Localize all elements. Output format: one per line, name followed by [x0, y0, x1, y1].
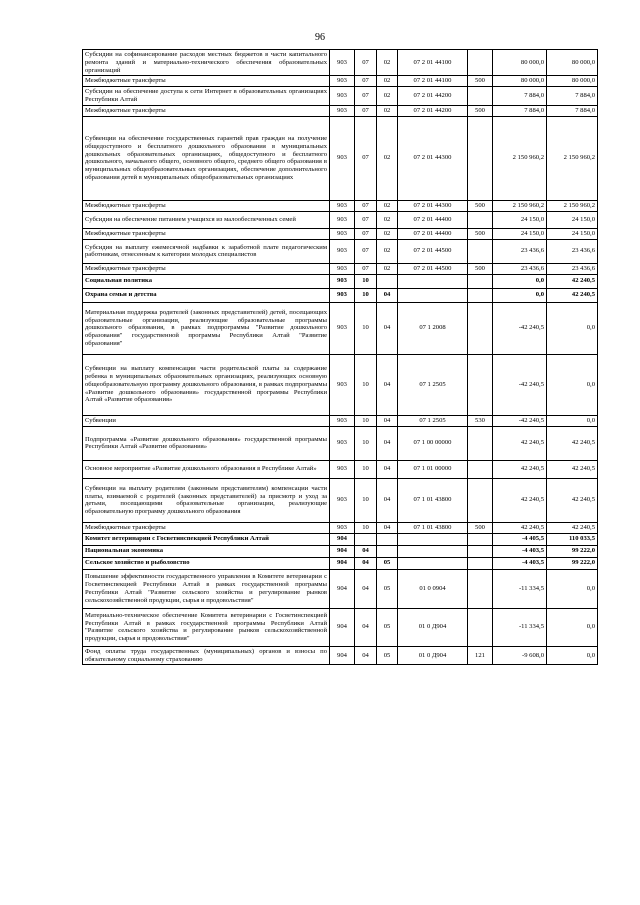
row-podrazdel: 04: [377, 415, 398, 426]
row-target-article: 07 1 2505: [398, 415, 468, 426]
row-razdel: 07: [355, 116, 377, 200]
row-podrazdel: [377, 533, 398, 545]
row-razdel: 07: [355, 263, 377, 274]
row-name: Субсидии на обеспечение доступа к сети Интернет в образовательных организациях Республики Алтай: [83, 87, 330, 106]
row-vedomstvo: 903: [330, 239, 355, 263]
row-expense-type: [468, 608, 493, 646]
row-vedomstvo: 903: [330, 228, 355, 239]
table-row: [83, 545, 598, 557]
row-expense-type: [468, 274, 493, 288]
table-row: [83, 533, 598, 545]
row-razdel: 04: [355, 608, 377, 646]
row-target-article: 07 2 01 44400: [398, 228, 468, 239]
row-expense-type: [468, 354, 493, 415]
row-podrazdel: 05: [377, 608, 398, 646]
row-name: Субвенции: [83, 415, 330, 426]
row-sum-1: 0,0: [493, 288, 547, 302]
row-sum-2: 0,0: [547, 415, 598, 426]
row-expense-type: [468, 239, 493, 263]
row-sum-1: 42 240,5: [493, 460, 547, 478]
row-sum-1: 23 436,6: [493, 263, 547, 274]
row-vedomstvo: 903: [330, 478, 355, 522]
row-sum-1: -4 405,5: [493, 533, 547, 545]
row-sum-2: 24 150,0: [547, 211, 598, 228]
table-row: [83, 116, 598, 200]
row-sum-1: -4 403,5: [493, 557, 547, 569]
table-row: [83, 522, 598, 533]
row-target-article: 01 0 0904: [398, 569, 468, 608]
row-target-article: 07 2 01 44300: [398, 200, 468, 211]
row-razdel: 10: [355, 522, 377, 533]
row-sum-2: 42 240,5: [547, 274, 598, 288]
row-podrazdel: 02: [377, 105, 398, 116]
table-row: [83, 200, 598, 211]
row-expense-type: [468, 87, 493, 106]
table-row: [83, 239, 598, 263]
row-razdel: 07: [355, 76, 377, 87]
row-name: Субвенции на обеспечение государственных гарантий прав граждан на получение общедоступного и бесплатного дошкольного образования в муниципальных дошкольных образовательных организациях, общедоступного и бесплатного дошкольного, начального общего, основного общего, среднего общего образования в муниципальных общеобразовательных организациях, обеспечение дополнительного образования детей в муниципальных общеобразовательных организациях: [83, 116, 330, 200]
row-target-article: [398, 545, 468, 557]
row-podrazdel: 02: [377, 76, 398, 87]
row-podrazdel: [377, 545, 398, 557]
row-name: Фонд оплаты труда государственных (муниципальных) органов и взносы по обязательному социальному страхованию: [83, 646, 330, 665]
table-row: [83, 274, 598, 288]
table-row: [83, 415, 598, 426]
row-podrazdel: 02: [377, 228, 398, 239]
row-razdel: 04: [355, 569, 377, 608]
row-podrazdel: 02: [377, 200, 398, 211]
row-sum-2: 80 000,0: [547, 76, 598, 87]
row-sum-1: 24 150,0: [493, 228, 547, 239]
row-expense-type: [468, 557, 493, 569]
row-sum-2: 0,0: [547, 302, 598, 354]
row-razdel: [355, 533, 377, 545]
row-name: Межбюджетные трансферты: [83, 105, 330, 116]
row-sum-2: 80 000,0: [547, 50, 598, 76]
row-target-article: 01 0 Д904: [398, 608, 468, 646]
row-sum-1: 0,0: [493, 274, 547, 288]
row-target-article: [398, 288, 468, 302]
row-name: Межбюджетные трансферты: [83, 228, 330, 239]
row-sum-1: -42 240,5: [493, 354, 547, 415]
row-sum-1: -11 334,5: [493, 608, 547, 646]
row-name: Охрана семьи и детства: [83, 288, 330, 302]
row-razdel: 07: [355, 239, 377, 263]
row-podrazdel: 04: [377, 426, 398, 460]
row-razdel: 10: [355, 302, 377, 354]
row-vedomstvo: 904: [330, 557, 355, 569]
row-razdel: 10: [355, 354, 377, 415]
row-podrazdel: 02: [377, 50, 398, 76]
row-podrazdel: 02: [377, 211, 398, 228]
row-expense-type: 121: [468, 646, 493, 665]
row-expense-type: 500: [468, 200, 493, 211]
row-razdel: 04: [355, 545, 377, 557]
row-razdel: 04: [355, 646, 377, 665]
row-podrazdel: 02: [377, 116, 398, 200]
row-podrazdel: [377, 274, 398, 288]
row-expense-type: 500: [468, 228, 493, 239]
row-vedomstvo: 904: [330, 569, 355, 608]
table-row: [83, 263, 598, 274]
row-sum-1: 42 240,5: [493, 426, 547, 460]
row-sum-1: 42 240,5: [493, 478, 547, 522]
row-expense-type: [468, 426, 493, 460]
row-razdel: 07: [355, 87, 377, 106]
row-expense-type: [468, 288, 493, 302]
row-sum-2: 42 240,5: [547, 478, 598, 522]
table-row: [83, 105, 598, 116]
row-sum-2: 24 150,0: [547, 228, 598, 239]
row-razdel: 07: [355, 105, 377, 116]
row-name: Национальная экономика: [83, 545, 330, 557]
table-row: [83, 50, 598, 76]
row-sum-1: -11 334,5: [493, 569, 547, 608]
row-vedomstvo: 903: [330, 87, 355, 106]
row-sum-2: 23 436,6: [547, 239, 598, 263]
row-sum-1: 80 000,0: [493, 76, 547, 87]
row-razdel: 10: [355, 415, 377, 426]
row-name: Субвенции на выплату компенсации части родительской платы за содержание ребенка в муниципальных образовательных организациях, реализующих основную общеобразовательную программу дошкольного образования, в рамках подпрограммы «Развитие дошкольного образования» государственной программы Республики Алтай «Развитие образования»: [83, 354, 330, 415]
row-target-article: 07 1 2505: [398, 354, 468, 415]
row-target-article: 07 2 01 44500: [398, 239, 468, 263]
row-vedomstvo: 903: [330, 415, 355, 426]
row-podrazdel: 02: [377, 239, 398, 263]
row-sum-2: 110 033,5: [547, 533, 598, 545]
row-vedomstvo: 903: [330, 200, 355, 211]
row-sum-2: 23 436,6: [547, 263, 598, 274]
row-target-article: 07 1 2008: [398, 302, 468, 354]
row-expense-type: [468, 116, 493, 200]
row-vedomstvo: 904: [330, 545, 355, 557]
row-sum-2: 2 150 960,2: [547, 116, 598, 200]
row-target-article: [398, 533, 468, 545]
row-podrazdel: 04: [377, 478, 398, 522]
table-row: [83, 302, 598, 354]
row-target-article: 07 2 01 44500: [398, 263, 468, 274]
row-target-article: 07 2 01 44100: [398, 76, 468, 87]
row-target-article: 07 1 00 00000: [398, 426, 468, 460]
row-name: Повышение эффективности государственного управления в Комитете ветеринарии с Госветинспекцией Республики Алтай в рамках государственной программы Республики Алтай "Развитие сельского хозяйства и регулирование рынков сельскохозяйственной продукции, сырья и продовольствия": [83, 569, 330, 608]
row-target-article: 07 2 01 44200: [398, 87, 468, 106]
row-name: Межбюджетные трансферты: [83, 522, 330, 533]
row-sum-2: 99 222,0: [547, 545, 598, 557]
row-name: Комитет ветеринарии с Госветинспекцией Республики Алтай: [83, 533, 330, 545]
row-target-article: [398, 557, 468, 569]
row-vedomstvo: 903: [330, 302, 355, 354]
row-vedomstvo: 904: [330, 608, 355, 646]
row-podrazdel: 05: [377, 569, 398, 608]
row-razdel: 10: [355, 460, 377, 478]
row-podrazdel: 04: [377, 354, 398, 415]
row-vedomstvo: 903: [330, 522, 355, 533]
row-vedomstvo: 903: [330, 76, 355, 87]
row-podrazdel: 02: [377, 263, 398, 274]
row-target-article: 07 2 01 44100: [398, 50, 468, 76]
row-sum-2: 7 884,0: [547, 105, 598, 116]
row-sum-2: 0,0: [547, 608, 598, 646]
row-sum-2: 7 884,0: [547, 87, 598, 106]
row-sum-1: 23 436,6: [493, 239, 547, 263]
row-vedomstvo: 903: [330, 50, 355, 76]
row-vedomstvo: 903: [330, 116, 355, 200]
row-vedomstvo: 904: [330, 533, 355, 545]
row-vedomstvo: 903: [330, 105, 355, 116]
row-razdel: 10: [355, 426, 377, 460]
row-expense-type: [468, 533, 493, 545]
row-sum-1: -42 240,5: [493, 415, 547, 426]
page-number: 96: [315, 32, 325, 43]
row-name: Субсидия на обеспечение питанием учащихся из малообеспеченных семей: [83, 211, 330, 228]
row-razdel: 07: [355, 228, 377, 239]
row-expense-type: [468, 302, 493, 354]
budget-table: [82, 49, 598, 665]
row-name: Материальная поддержка родителей (законных представителей) детей, посещающих образовательные организации, реализующие образовательные программы дошкольного образования, в рамках подпрограммы "Развитие дошкольного образования" государственной программы Республики Алтай "Развитие образования": [83, 302, 330, 354]
row-target-article: 07 1 01 00000: [398, 460, 468, 478]
row-target-article: [398, 274, 468, 288]
row-target-article: 07 1 01 43800: [398, 522, 468, 533]
row-sum-1: -9 608,0: [493, 646, 547, 665]
row-sum-2: 42 240,5: [547, 522, 598, 533]
row-vedomstvo: 903: [330, 460, 355, 478]
row-sum-2: 2 150 960,2: [547, 200, 598, 211]
row-podrazdel: 04: [377, 288, 398, 302]
row-expense-type: [468, 569, 493, 608]
row-name: Подпрограмма «Развитие дошкольного образования» государственной программы Республики Алтай «Развитие образования»: [83, 426, 330, 460]
row-razdel: 10: [355, 478, 377, 522]
table-row: [83, 557, 598, 569]
row-name: Субсидия на выплату ежемесячной надбавки к заработной плате педагогическим работникам, отнесенным к категории молодых специалистов: [83, 239, 330, 263]
row-podrazdel: 05: [377, 646, 398, 665]
row-razdel: 07: [355, 200, 377, 211]
row-name: Социальная политика: [83, 274, 330, 288]
row-name: Материально-техническое обеспечение Комитета ветеринарии с Госветинспекцией Республики Алтай в рамках государственной программы Республики Алтай "Развитие сельского хозяйства и регулирование рынков сельскохозяйственной продукции, сырья и продовольствия": [83, 608, 330, 646]
row-sum-1: 2 150 960,2: [493, 116, 547, 200]
table-row: [83, 228, 598, 239]
row-sum-1: 7 884,0: [493, 87, 547, 106]
row-name: Субвенции на выплату родителям (законным представителям) компенсации части платы, взимаемой с родителей (законных представителей) за присмотр и уход за детьми, посещающими образовательные организации, реализующие образовательную программу дошкольного образования: [83, 478, 330, 522]
row-target-article: 07 2 01 44200: [398, 105, 468, 116]
row-expense-type: [468, 478, 493, 522]
row-expense-type: 500: [468, 522, 493, 533]
row-sum-2: 99 222,0: [547, 557, 598, 569]
row-sum-1: 2 150 960,2: [493, 200, 547, 211]
row-vedomstvo: 903: [330, 211, 355, 228]
row-vedomstvo: 903: [330, 263, 355, 274]
row-razdel: 07: [355, 50, 377, 76]
row-name: Межбюджетные трансферты: [83, 200, 330, 211]
row-sum-1: -42 240,5: [493, 302, 547, 354]
row-sum-2: 0,0: [547, 646, 598, 665]
row-vedomstvo: 903: [330, 288, 355, 302]
row-expense-type: 500: [468, 263, 493, 274]
row-expense-type: [468, 211, 493, 228]
row-expense-type: 530: [468, 415, 493, 426]
table-row: [83, 460, 598, 478]
row-expense-type: 500: [468, 76, 493, 87]
table-row: [83, 211, 598, 228]
row-sum-1: 24 150,0: [493, 211, 547, 228]
table-row: [83, 87, 598, 106]
row-sum-2: 42 240,5: [547, 426, 598, 460]
row-target-article: 01 0 Д904: [398, 646, 468, 665]
table-body: [83, 50, 598, 665]
row-name: Субсидии на софинансирование расходов местных бюджетов в части капитального ремонта зданий и материально-технического обеспечения образовательных организаций: [83, 50, 330, 76]
row-expense-type: 500: [468, 105, 493, 116]
row-razdel: 04: [355, 557, 377, 569]
row-vedomstvo: 904: [330, 646, 355, 665]
row-target-article: 07 2 01 44400: [398, 211, 468, 228]
row-target-article: 07 1 01 43800: [398, 478, 468, 522]
row-sum-2: 0,0: [547, 569, 598, 608]
row-razdel: 10: [355, 274, 377, 288]
row-expense-type: [468, 50, 493, 76]
table-row: [83, 76, 598, 87]
row-name: Сельское хозяйство и рыболовство: [83, 557, 330, 569]
row-podrazdel: 04: [377, 460, 398, 478]
row-vedomstvo: 903: [330, 426, 355, 460]
row-sum-1: 42 240,5: [493, 522, 547, 533]
row-sum-1: 80 000,0: [493, 50, 547, 76]
table-row: [83, 288, 598, 302]
row-name: Основное мероприятие «Развитие дошкольного образования в Республике Алтай»: [83, 460, 330, 478]
row-sum-2: 0,0: [547, 354, 598, 415]
row-podrazdel: 02: [377, 87, 398, 106]
table-row: [83, 354, 598, 415]
table-row: [83, 478, 598, 522]
row-sum-1: -4 403,5: [493, 545, 547, 557]
row-sum-2: 42 240,5: [547, 460, 598, 478]
table-row: [83, 646, 598, 665]
row-razdel: 07: [355, 211, 377, 228]
row-podrazdel: 04: [377, 302, 398, 354]
table-row: [83, 426, 598, 460]
row-expense-type: [468, 460, 493, 478]
row-expense-type: [468, 545, 493, 557]
row-podrazdel: 05: [377, 557, 398, 569]
row-target-article: 07 2 01 44300: [398, 116, 468, 200]
row-vedomstvo: 903: [330, 354, 355, 415]
row-razdel: 10: [355, 288, 377, 302]
row-sum-2: 42 240,5: [547, 288, 598, 302]
table-row: [83, 569, 598, 608]
row-name: Межбюджетные трансферты: [83, 76, 330, 87]
row-vedomstvo: 903: [330, 274, 355, 288]
row-podrazdel: 04: [377, 522, 398, 533]
table-row: [83, 608, 598, 646]
row-name: Межбюджетные трансферты: [83, 263, 330, 274]
row-sum-1: 7 884,0: [493, 105, 547, 116]
